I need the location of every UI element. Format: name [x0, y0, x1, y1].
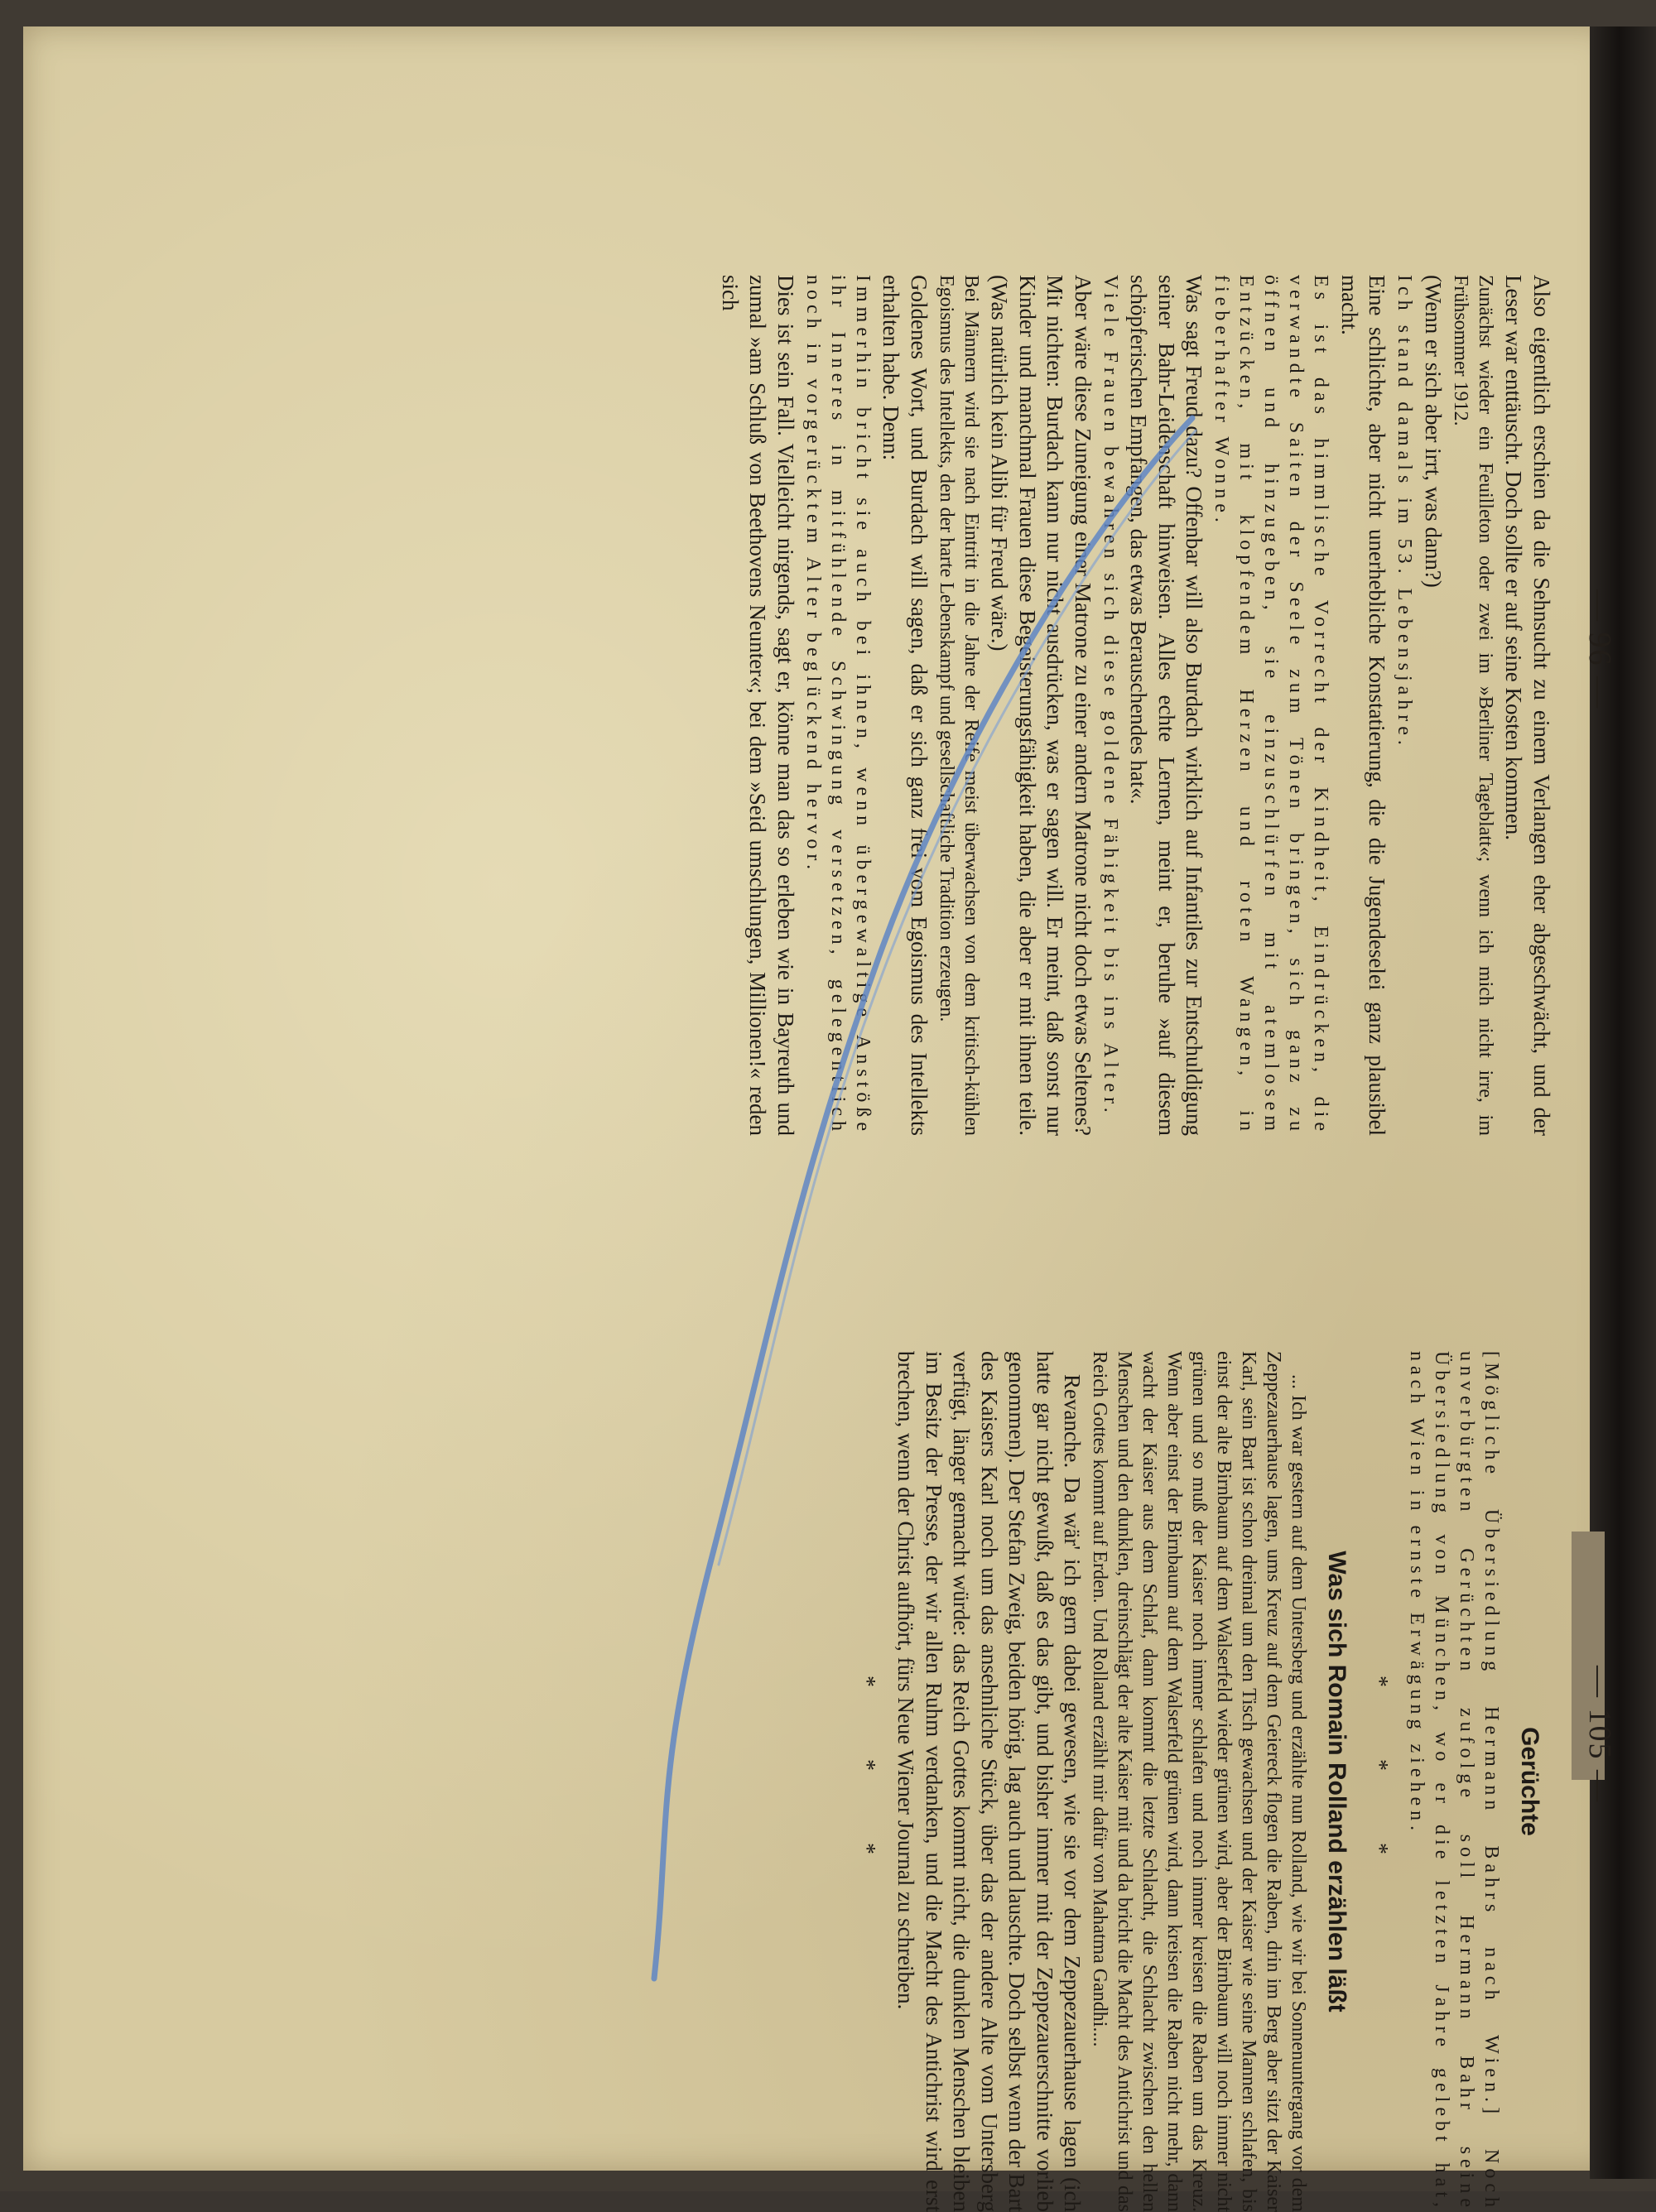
page-number: — 105 — [1582, 1666, 1617, 1803]
quote-paragraph: Bei Männern wird sie nach Eintritt in die Jahre der Reife meist überwachsen von dem kritisch-kühlen Egoismus des Intellekts, den der harte Lebenskampf und gesellschaftliche Tradition erzeugen. [936, 275, 982, 1136]
quote-paragraph: Viele Frauen bewahren sich diese goldene Fähigkeit bis ins Alter. [1100, 275, 1121, 1118]
paragraph: Aber wäre diese Zuneigung einer Matrone zu einer andern Matrone nicht doch etwas Seltenes? Mit nichten: Burdach kann nur nicht ausdrücken, was er sagen will. Er meint, daß sonst nur Kinder und manchmal Frauen diese Begeisterungsfähigkeit haben, die aber er mit ihnen teile. (Was natürlich kein Alibi für Freud wäre.) [987, 275, 1095, 1136]
section-divider: * * * [1366, 1676, 1393, 1887]
rotated-spread [23, 26, 1617, 2212]
section-divider: * * * [854, 1676, 879, 1887]
paragraph: Dies ist sein Fall. Vielleicht nirgends, sagt er, könne man das so erleben wie in Bayreuth und zumal »am Schluß von Beethovens Neunter«; bei dem »Seid umschlungen, Millionen!« reden sich [718, 275, 798, 1136]
page-105 [23, 1351, 1617, 2212]
page-96-text [715, 275, 1556, 1136]
page-96 [23, 275, 1617, 1136]
paragraph: (Wenn er sich aber irrt, was dann?) [1421, 275, 1446, 588]
page-105-text [838, 1351, 1556, 2212]
paragraph: [Mögliche Übersiedlung Hermann Bahrs nach Wien.] Noch unverbürgten Gerüchten zufolge soll Hermann Bahr seine Übersiedlung von München, wo er die letzten Jahre gelebt hat, nach Wien in ernste Erwägung ziehen. [1406, 1351, 1503, 2212]
paragraph: Eine schlichte, aber nicht unerhebliche Konstatierung, die die Jugendeselei ganz plausibel macht. [1337, 275, 1390, 1136]
quote-paragraph: ... Ich war gestern auf dem Untersberg und erzählte nun Rolland, wie wir bei Sonnenuntergang vor dem Zeppezauerhause lagen, ums Kreuz auf dem Geiereck flogen die Raben, drin im Berg aber sitzt der Kaiser Karl, sein Bart ist schon dreimal um den Tisch gewachsen und der Kaiser wie seine Mannen schlafen, bis einst der alte Birnbaum auf dem Walserfeld wieder grünen wird, aber der Birnbaum will noch immer nicht grünen und so muß der Kaiser noch immer schlafen und noch immer kreisen die Raben um das Kreuz. Wenn aber einst der Birnbaum auf dem Walserfeld grünen wird, dann kreisen die Raben nicht mehr, dann wacht der Kaiser aus dem Schlaf, dann kommt die letzte Schlacht, die Schlacht zwischen den hellen Menschen und den dunklen, dreinschlägt der alte Kaiser mit und da bricht die Macht des Antichrist und das Reich Gottes kommt auf Erden. Und Rolland erzählt mir dafür von Mahatma Gandhi.... [1089, 1351, 1310, 2212]
paragraph: Zunächst wieder ein Feuilleton oder zwei im »Berliner Tageblatt«; wenn ich mich nicht irre, im Frühsommer 1912. [1450, 275, 1496, 1136]
paragraph: Revanche. Da wär' ich gern dabei gewesen, wie sie vor dem Zeppezauerhause lagen (ich hatte gar nicht gewußt, daß es das gibt, und bisher immer mit der Zeppezauerschnitte vorlieb genommen). Der Stefan Zweig, beiden hörig, lag auch und lauschte. Doch selbst wenn der Bart des Kaisers Karl noch um das ansehnliche Stück, über das der andere Alte vom Untersberg verfügt, länger gemacht würde: das Reich Gottes kommt nicht, die dunklen Menschen bleiben im Besitz der Presse, der wir allen Ruhm verdanken, und die Macht des Antichrist wird erst brechen, wenn der Christ aufhört, fürs Neue Wiener Journal zu schreiben. [893, 1351, 1086, 2212]
section-heading: Was sich Romain Rolland erzählen läßt [1323, 1551, 1350, 2012]
paragraph: Ich stand damals im 53. Lebensjahre. [1394, 275, 1416, 750]
page-number: — 96 — [1582, 589, 1617, 709]
quote-paragraph: Es ist das himmlische Vorrecht der Kindheit, Eindrücken, die verwandte Saiten der Seele zum Tönen bringen, sich ganz zu öffnen und hinzugeben, sie einzuschlürfen mit atemlosem Entzücken, mit klopfendem Herzen und roten Wangen, in fieberhafter Wonne. [1211, 275, 1332, 1136]
paragraph: Goldenes Wort, und Burdach will sagen, daß er sich ganz frei vom Egoismus des Intellekts erhalten habe. Denn: [879, 275, 932, 1136]
paragraph: Was sagt Freud dazu? Offenbar will also Burdach wirklich auf Infantiles zur Entschuldigung seiner Bahr-Leidenschaft hinweisen. Alles echte Lernen, meint er, beruhe »auf diesem schöpferischen Empfangen, das etwas Berauschendes hat«. [1126, 275, 1207, 1136]
paragraph: Also eigentlich erschien da die Sehnsucht zu einem Verlangen eher abgeschwächt, und der Leser war enttäuscht. Doch sollte er auf seine Kosten kommen. [1501, 275, 1554, 1136]
quote-paragraph: Immerhin bricht sie auch bei ihnen, wenn übergewaltige Anstöße ihr Inneres in mitfühlende Schwingung versetzen, gelegentlich noch in vorgerücktem Alter beglückend hervor. [802, 275, 874, 1136]
section-heading: Gerüchte [1516, 1727, 1543, 1836]
